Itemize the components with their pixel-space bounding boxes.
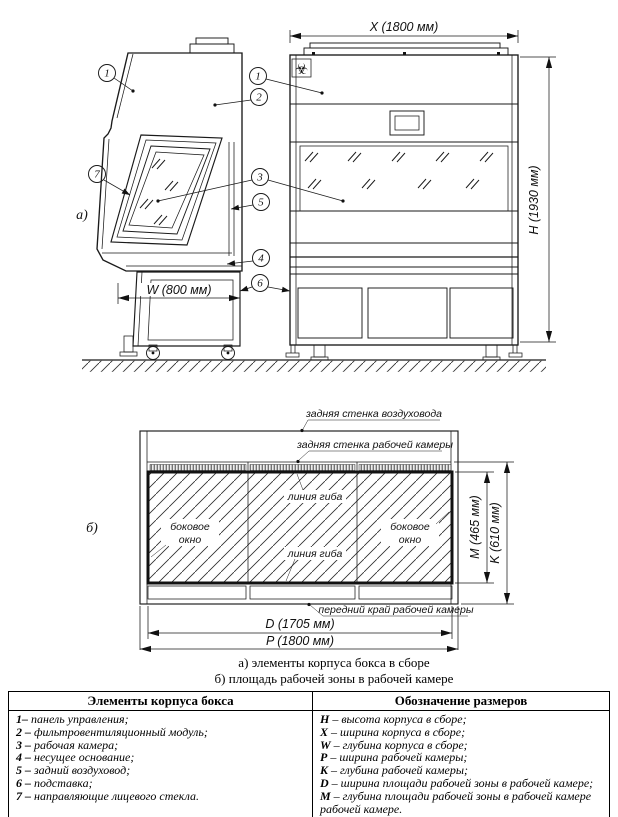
legend-item: 7 – направляющие лицевого стекла.	[16, 788, 199, 803]
rear-edge-strip	[250, 465, 355, 471]
h-dimension	[520, 57, 556, 342]
callout-6	[252, 275, 269, 292]
glass-mark-icon	[436, 152, 449, 162]
side-window-frame-inner	[123, 146, 210, 234]
glass-mark-icon	[165, 181, 178, 191]
legend-item: K – глубина рабочей камеры;	[320, 763, 468, 778]
top-lid-upper	[310, 43, 500, 48]
callout-1-side	[99, 65, 116, 82]
glass-mark-icon	[308, 179, 321, 189]
glass-mark-icon	[152, 159, 165, 169]
front-view	[286, 20, 556, 360]
svg-text:задняя стенка воздуховода: задняя стенка воздуховода	[305, 408, 443, 420]
callout-1-front	[250, 68, 267, 85]
glass-mark-icon	[305, 152, 318, 162]
svg-text:окно: окно	[178, 534, 202, 546]
svg-text:1: 1	[104, 67, 110, 80]
svg-text:линия гиба: линия гиба	[287, 548, 343, 560]
legend-table	[8, 691, 610, 817]
side-window-frame-outer	[111, 135, 222, 245]
front-grille	[148, 586, 246, 599]
legend-item: 2 – фильтровентиляционный модуль;	[16, 724, 208, 739]
rear-edge-strip	[150, 465, 246, 471]
glass-mark-icon	[466, 179, 479, 189]
legend-item: M – глубина площади рабочей зоны в рабочей камере рабочей камере.	[320, 788, 592, 816]
m-dimension-label: M (465 мм)	[468, 495, 482, 559]
front-glass	[300, 146, 508, 211]
legend-header-dimensions: Обозначение размеров	[313, 692, 610, 711]
svg-text:окно: окно	[398, 534, 422, 546]
callout-4	[253, 250, 270, 267]
caption-b: б) площадь рабочей зоны в рабочей камере	[214, 670, 454, 686]
rear-duct-lines	[229, 142, 234, 256]
legend-item: 6 – подставка;	[16, 775, 93, 790]
legend-item: 4 – несущее основание;	[16, 750, 135, 765]
svg-text:линия гиба: линия гиба	[287, 491, 343, 503]
figure-captions	[0, 652, 618, 688]
base-panel	[450, 288, 513, 338]
legend-item: X – ширина корпуса в сборе;	[320, 724, 466, 739]
glass-mark-icon	[140, 199, 153, 209]
glass-mark-icon	[418, 179, 431, 189]
svg-text:боковое: боковое	[170, 521, 210, 533]
svg-text:задняя стенка рабочей камеры: задняя стенка рабочей камеры	[296, 439, 454, 451]
legend-item: W – глубина корпуса в сборе;	[320, 737, 468, 752]
legend-dimensions-cell	[313, 711, 610, 817]
legend-item: P – ширина рабочей камеры;	[320, 750, 468, 765]
legend-item: 3 – рабочая камера;	[16, 737, 119, 752]
caption-a: а) элементы корпуса бокса в сборе	[238, 655, 430, 670]
front-body-outline	[290, 55, 518, 345]
side-wall-inner-lines	[296, 55, 512, 345]
svg-text:7: 7	[94, 168, 100, 181]
legend-item: H – высота корпуса в сборе;	[320, 712, 467, 726]
front-foot	[311, 345, 328, 360]
exhaust-collar	[190, 44, 234, 53]
label-duct-back-wall	[300, 408, 442, 432]
view-label-b: б)	[86, 521, 98, 536]
svg-text:3: 3	[257, 171, 263, 184]
svg-text:1: 1	[255, 70, 261, 83]
plan-view	[86, 408, 514, 650]
legend-elements-cell	[9, 711, 313, 817]
label-chamber-front-edge	[307, 603, 473, 616]
caster-wheel	[222, 345, 235, 360]
legend-header-elements: Элементы корпуса бокса	[9, 692, 313, 711]
biohazard-icon: ☣	[294, 60, 309, 78]
legend-item: D – ширина площади рабочей зоны в рабочей камере;	[320, 775, 594, 790]
base-panel	[368, 288, 447, 338]
front-grille	[359, 586, 452, 599]
h-dimension-label: H (1930 мм)	[527, 165, 541, 235]
legend-item: 5 – задний воздуховод;	[16, 763, 131, 778]
front-grille	[250, 586, 355, 599]
legend-item: 1– панель управления;	[16, 712, 129, 726]
glass-mark-icon	[154, 215, 167, 225]
callout-7	[89, 166, 106, 183]
svg-text:4: 4	[258, 252, 264, 265]
svg-text:боковое: боковое	[390, 521, 430, 533]
view-label-a: а)	[76, 208, 88, 223]
callout-2	[251, 89, 268, 106]
floor-hatch	[82, 361, 546, 372]
k-dimension-label: K (610 мм)	[488, 502, 502, 564]
base-panel	[298, 288, 362, 338]
glass-mark-icon	[362, 179, 375, 189]
caster-wheel	[147, 345, 160, 360]
svg-text:передний край рабочей камеры: передний край рабочей камеры	[318, 604, 474, 616]
rear-edge-strip	[359, 465, 451, 471]
callout-5	[253, 194, 270, 211]
x-dimension-label: X (1800 мм)	[369, 20, 439, 34]
side-profile	[97, 53, 242, 271]
label-chamber-back-wall	[296, 439, 453, 463]
control-display	[390, 111, 424, 135]
x-dimension	[290, 20, 518, 43]
biohazard-sign	[292, 59, 311, 78]
horizontal-section-lines	[290, 104, 518, 274]
callout-3	[252, 169, 269, 186]
p-dimension-label: P (1800 мм)	[265, 634, 335, 648]
svg-text:6: 6	[257, 277, 263, 290]
svg-text:2: 2	[256, 91, 262, 104]
svg-text:5: 5	[258, 196, 264, 209]
glass-mark-icon	[392, 152, 405, 162]
front-foot	[509, 345, 522, 357]
glass-mark-icon	[480, 152, 493, 162]
exhaust-collar-top	[196, 38, 228, 44]
side-view	[76, 38, 242, 360]
worktop-lines	[102, 253, 242, 266]
front-foot	[483, 345, 500, 360]
front-foot	[286, 345, 299, 357]
d-dimension-label: D (1705 мм)	[265, 617, 335, 631]
floor	[82, 360, 546, 372]
w-dimension-label: W (800 мм)	[146, 283, 212, 297]
glass-mark-icon	[348, 152, 361, 162]
